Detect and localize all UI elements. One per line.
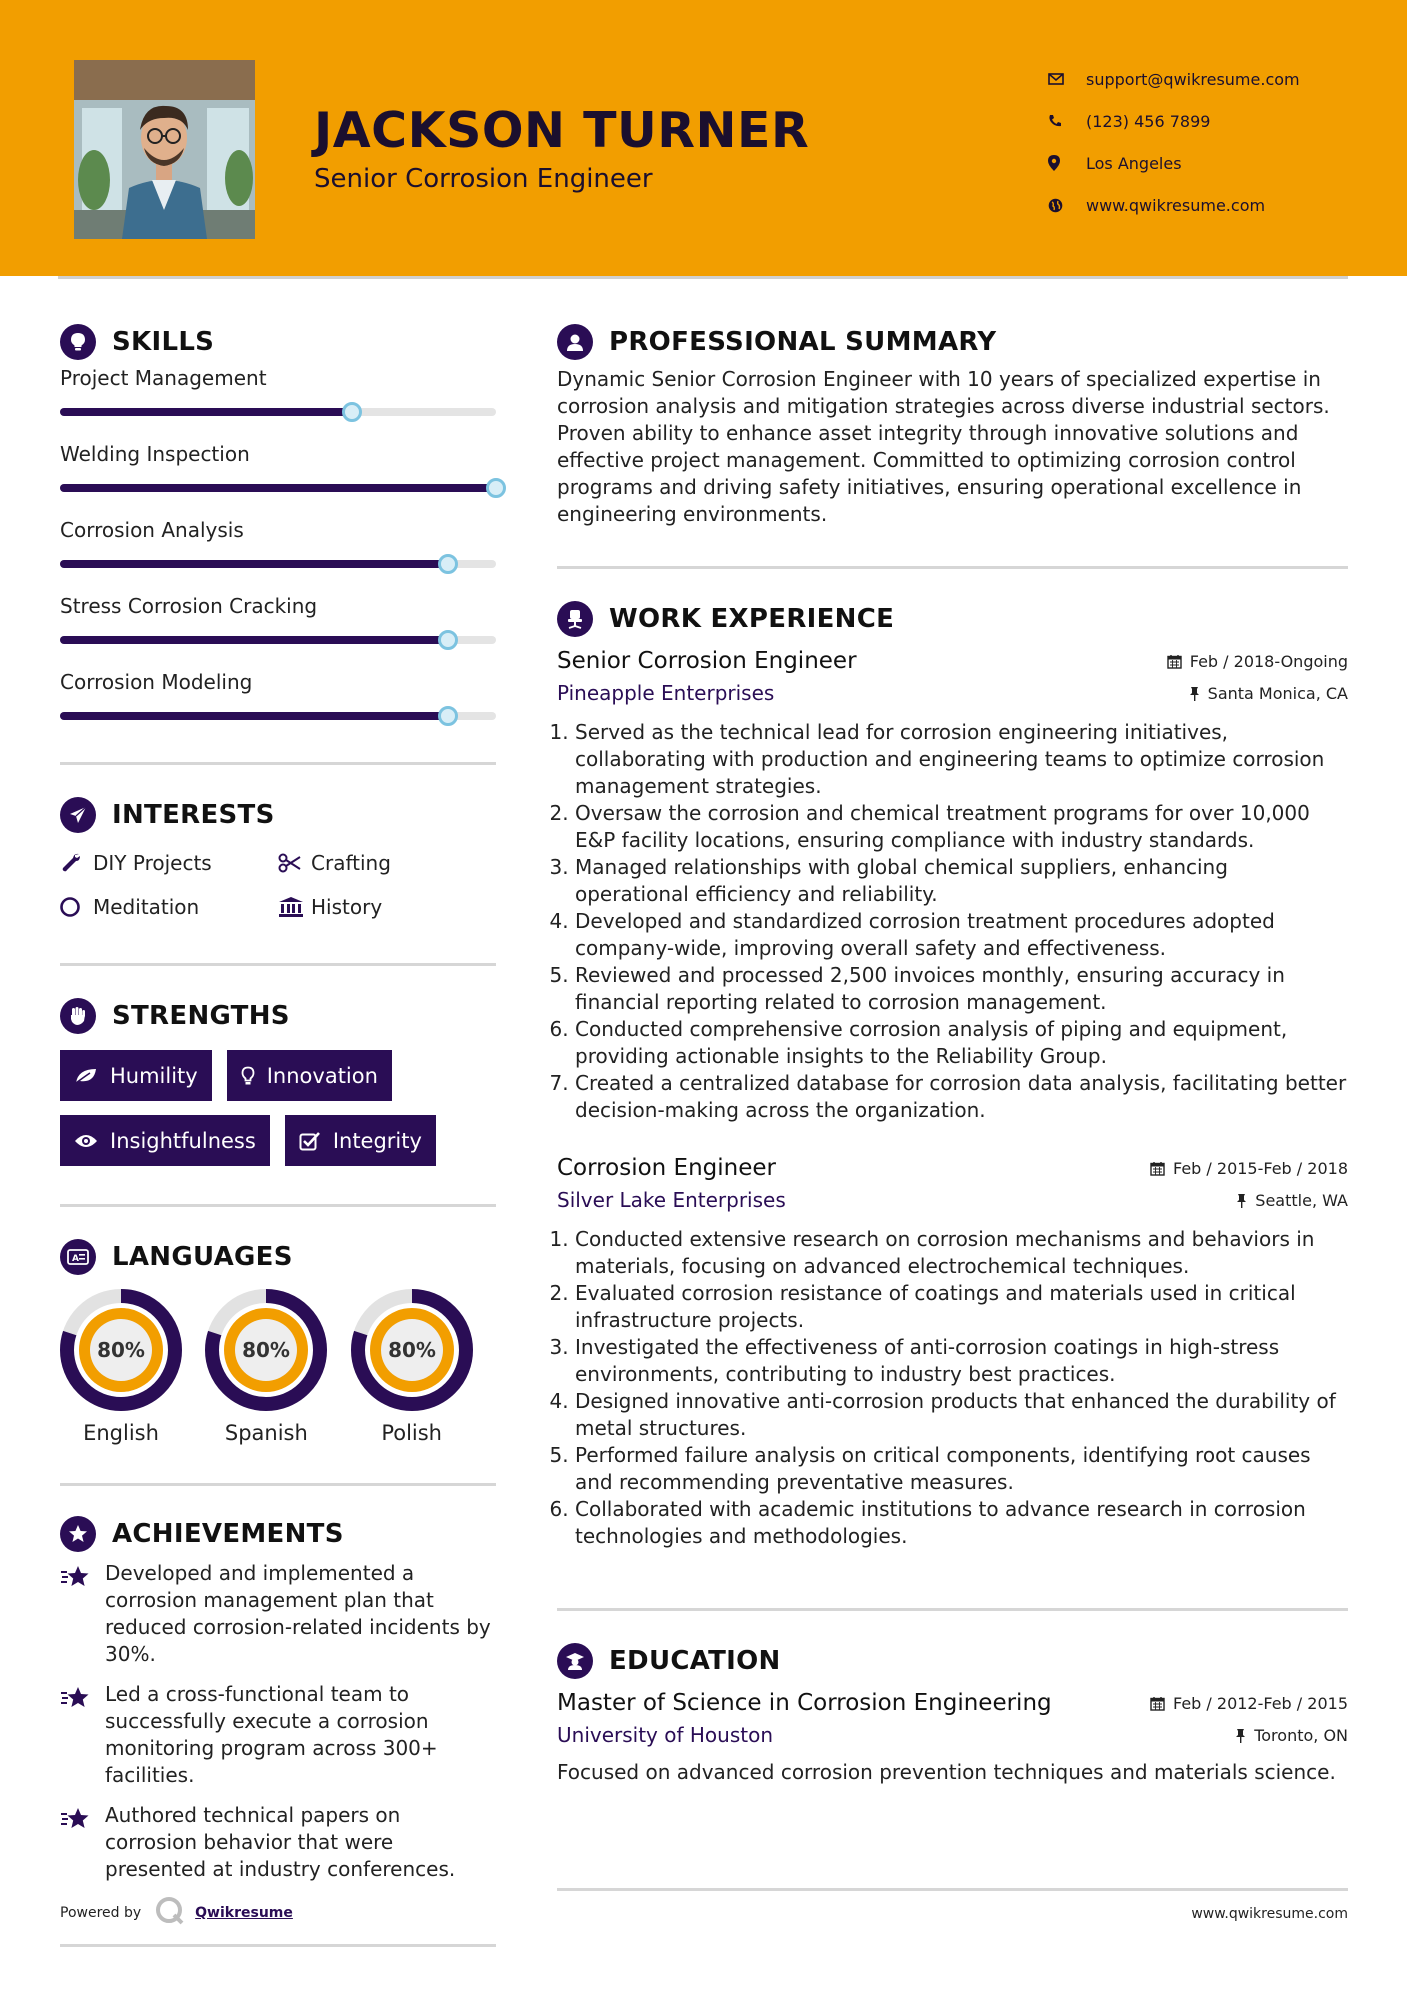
strength-label: Humility [110,1063,198,1088]
achievement-list [60,1560,496,1883]
language-percent: 80% [387,1338,436,1362]
skill-label: Stress Corrosion Cracking [60,594,318,618]
skill-label: Corrosion Modeling [60,670,253,694]
candidate-title: Senior Corrosion Engineer [314,164,653,194]
education-title: EDUCATION [609,1646,781,1676]
calendar-icon [1150,1696,1165,1711]
section-divider [557,566,1348,569]
scissors-icon [278,853,311,873]
resume-header [0,0,1407,276]
contact-email[interactable] [1048,58,1388,100]
summary-title: PROFESSIONAL SUMMARY [609,327,997,357]
achievements-heading [60,1514,496,1554]
powered-by-label: Powered by [60,1905,142,1921]
strength-label: Insightfulness [110,1128,256,1153]
job-location-text: Santa Monica, CA [1207,683,1348,703]
job-location [1236,1191,1348,1210]
language-name: English [83,1421,159,1445]
achievement-text: Led a cross-functional team to successfully execute a corrosion monitoring program across 300+ facilities. [105,1682,438,1787]
job-entry [557,645,1348,1124]
education-description: Focused on advanced corrosion prevention techniques and materials science. [557,1760,1336,1784]
interest-label: Meditation [93,895,200,919]
skill-bar [60,560,496,568]
office-chair-icon [557,601,593,637]
job-bullet: 5. Reviewed and processed 2,500 invoices monthly, ensuring accuracy in financial reporting related to corrosion management. [575,962,1348,1016]
skill-bar-fill [60,712,448,720]
strengths-title: STRENGTHS [112,1001,290,1031]
language-name: Spanish [224,1421,308,1445]
contact-website[interactable] [1048,184,1388,226]
skill-bar-fill [60,636,448,644]
calendar-icon [1167,654,1182,669]
language-name: Polish [381,1421,442,1445]
star-icon [60,1802,105,1883]
job-dates [1150,1159,1348,1178]
job-bullet: 3. Investigated the effectiveness of anti-corrosion coatings in high-stress environments, contributing to industry best practices. [575,1334,1348,1388]
profile-photo [74,60,255,239]
job-bullets [557,719,1348,1124]
strength-label: Integrity [332,1128,422,1153]
job-location [1189,684,1348,703]
achievement-text: Developed and implemented a corrosion management plan that reduced corrosion-related incidents by 30%. [105,1561,491,1666]
interest-label: History [311,895,383,919]
svg-text:A: A [72,1254,79,1264]
languages-title: LANGUAGES [112,1242,293,1272]
left-column [60,322,496,1883]
strength-badges [60,1050,496,1166]
eye-icon [74,1133,98,1149]
contact-location [1048,142,1388,184]
phone-icon [1048,114,1086,128]
globe-icon [1048,198,1086,213]
strength-badge [60,1115,270,1166]
skill-item [60,516,496,568]
skill-bar [60,408,496,416]
education-degree: Master of Science in Corrosion Engineering [557,1690,1052,1716]
language-ring [60,1289,182,1411]
language-percent: 80% [242,1338,291,1362]
section-divider [557,1888,1348,1891]
museum-icon [278,896,311,918]
paper-plane-icon [60,797,96,833]
leaf-icon [74,1067,98,1085]
contact-location-text: Los Angeles [1086,153,1182,173]
contact-phone[interactable] [1048,100,1388,142]
section-divider [60,1944,496,1947]
map-pin-icon [1048,155,1086,171]
job-location-text: Seattle, WA [1255,1190,1348,1210]
job-dates [1167,652,1348,671]
interest-item [60,849,278,877]
achievement-item [60,1681,496,1789]
interests-heading [60,795,496,835]
pushpin-icon [1189,686,1200,701]
job-company: Silver Lake Enterprises [557,1188,786,1212]
interest-item [278,893,496,921]
interest-label: DIY Projects [93,851,212,875]
interests-title: INTERESTS [112,800,275,830]
education-dates [1150,1694,1348,1713]
education-dates-text: Feb / 2012-Feb / 2015 [1173,1693,1348,1713]
education-location-text: Toronto, ON [1254,1725,1348,1745]
language-item [60,1289,205,1445]
job-bullet: 6. Collaborated with academic institutions to advance research in corrosion technologies and methodologies. [575,1496,1348,1550]
candidate-name: JACKSON TURNER [314,102,810,159]
strength-badge [60,1050,212,1101]
right-column [557,322,1348,1786]
language-list [60,1289,496,1445]
achievements-title: ACHIEVEMENTS [112,1519,344,1549]
section-divider [60,1204,496,1207]
education-entry [557,1687,1348,1786]
skill-bar-fill [60,484,496,492]
job-entry [557,1152,1348,1550]
job-dates-text: Feb / 2015-Feb / 2018 [1173,1158,1348,1178]
interest-label: Crafting [311,851,391,875]
footer-url[interactable]: www.qwikresume.com [1191,1906,1348,1922]
header-divider [58,276,1348,279]
interest-item [60,893,278,921]
skill-label: Corrosion Analysis [60,518,244,542]
section-divider [60,762,496,765]
strength-label: Innovation [266,1063,378,1088]
language-ring [205,1289,327,1411]
section-divider [557,1608,1348,1611]
job-title: Senior Corrosion Engineer [557,648,857,674]
job-bullets [557,1226,1348,1550]
star-icon [60,1560,105,1668]
star-badge-icon [60,1516,96,1552]
lightbulb-icon [60,324,96,360]
achievement-text: Authored technical papers on corrosion behavior that were presented at industry conferences. [105,1803,456,1881]
skill-bar [60,712,496,720]
wrench-icon [60,852,93,874]
envelope-icon [1048,73,1086,85]
strength-badge [285,1115,436,1166]
summary-text: Dynamic Senior Corrosion Engineer with 10 years of specialized expertise in corrosion analysis and mitigation strategies across diverse industrial sectors. Proven ability to enhance asset integrity through innovative solutions and effective project management. Committed to optimizing corrosion control programs and driving safety initiatives, ensuring operational excellence in engineering environments. [557,367,1330,526]
achievement-item [60,1802,496,1883]
lightbulb-icon [241,1066,255,1086]
qwikresume-link[interactable]: Qwikresume [195,1905,293,1921]
skill-label: Project Management [60,366,267,390]
qwikresume-logo-icon [155,1896,185,1930]
contact-phone-text: (123) 456 7899 [1086,111,1211,131]
education-location [1235,1726,1348,1745]
fist-icon [60,998,96,1034]
job-company: Pineapple Enterprises [557,681,775,705]
pushpin-icon [1236,1193,1247,1208]
job-bullet: 4. Designed innovative anti-corrosion products that enhanced the durability of metal structures. [575,1388,1348,1442]
job-dates-text: Feb / 2018-Ongoing [1189,651,1348,671]
language-percent: 80% [97,1338,145,1362]
powered-by [60,1896,293,1930]
user-icon [557,324,593,360]
achievement-item [60,1560,496,1668]
pushpin-icon [1235,1728,1246,1743]
skill-bar [60,636,496,644]
education-heading [557,1641,1348,1681]
section-divider [60,963,496,966]
skill-item [60,440,496,492]
contact-website-text: www.qwikresume.com [1086,195,1266,215]
language-ring [351,1289,473,1411]
strengths-heading [60,996,496,1036]
contact-list [1048,58,1388,226]
job-bullet: 2. Evaluated corrosion resistance of coatings and materials used in critical infrastructure projects. [575,1280,1348,1334]
skill-bar-knob [486,478,506,498]
strength-badge [227,1050,392,1101]
skill-item [60,592,496,644]
circle-icon [60,896,93,918]
calendar-icon [1150,1161,1165,1176]
interests-list [60,849,496,921]
skills-title: SKILLS [112,327,215,357]
job-bullet: 1. Served as the technical lead for corrosion engineering initiatives, collaborating with production and engineering teams to optimize corrosion management strategies. [575,719,1348,800]
contact-email-text: support@qwikresume.com [1086,69,1300,89]
skills-heading [60,322,496,362]
section-divider [60,1483,496,1486]
job-bullet: 1. Conducted extensive research on corrosion mechanisms and behaviors in materials, focusing on advanced electrochemical techniques. [575,1226,1348,1280]
languages-heading [60,1237,496,1277]
job-bullet: 5. Performed failure analysis on critical components, identifying root causes and recommending preventative measures. [575,1442,1348,1496]
star-icon [60,1681,105,1789]
job-bullet: 7. Created a centralized database for corrosion data analysis, facilitating better decision-making across the organization. [575,1070,1348,1124]
job-bullet: 4. Developed and standardized corrosion treatment procedures adopted company-wide, improving overall safety and effectiveness. [575,908,1348,962]
experience-title: WORK EXPERIENCE [609,604,895,634]
skill-bar-knob [342,402,362,422]
skill-label: Welding Inspection [60,442,250,466]
checkbox-icon [299,1131,321,1151]
interest-item [278,849,496,877]
education-school: University of Houston [557,1723,774,1747]
skill-bar-knob [438,630,458,650]
summary-heading [557,322,1348,362]
language-item [205,1289,350,1445]
language-icon [60,1239,96,1275]
skill-bar-knob [438,554,458,574]
job-title: Corrosion Engineer [557,1155,776,1181]
graduate-icon [557,1643,593,1679]
job-bullet: 2. Oversaw the corrosion and chemical treatment programs for over 10,000 E&P facility locations, ensuring compliance with industry standards. [575,800,1348,854]
skill-bar [60,484,496,492]
skill-bar-fill [60,408,352,416]
skill-bar-fill [60,560,448,568]
skill-bar-knob [438,706,458,726]
experience-heading [557,599,1348,639]
job-bullet: 3. Managed relationships with global chemical suppliers, enhancing operational efficiency and reliability. [575,854,1348,908]
job-bullet: 6. Conducted comprehensive corrosion analysis of piping and equipment, providing actionable insights to the Reliability Group. [575,1016,1348,1070]
skill-item [60,668,496,720]
skill-item [60,364,496,416]
language-item [351,1289,496,1445]
